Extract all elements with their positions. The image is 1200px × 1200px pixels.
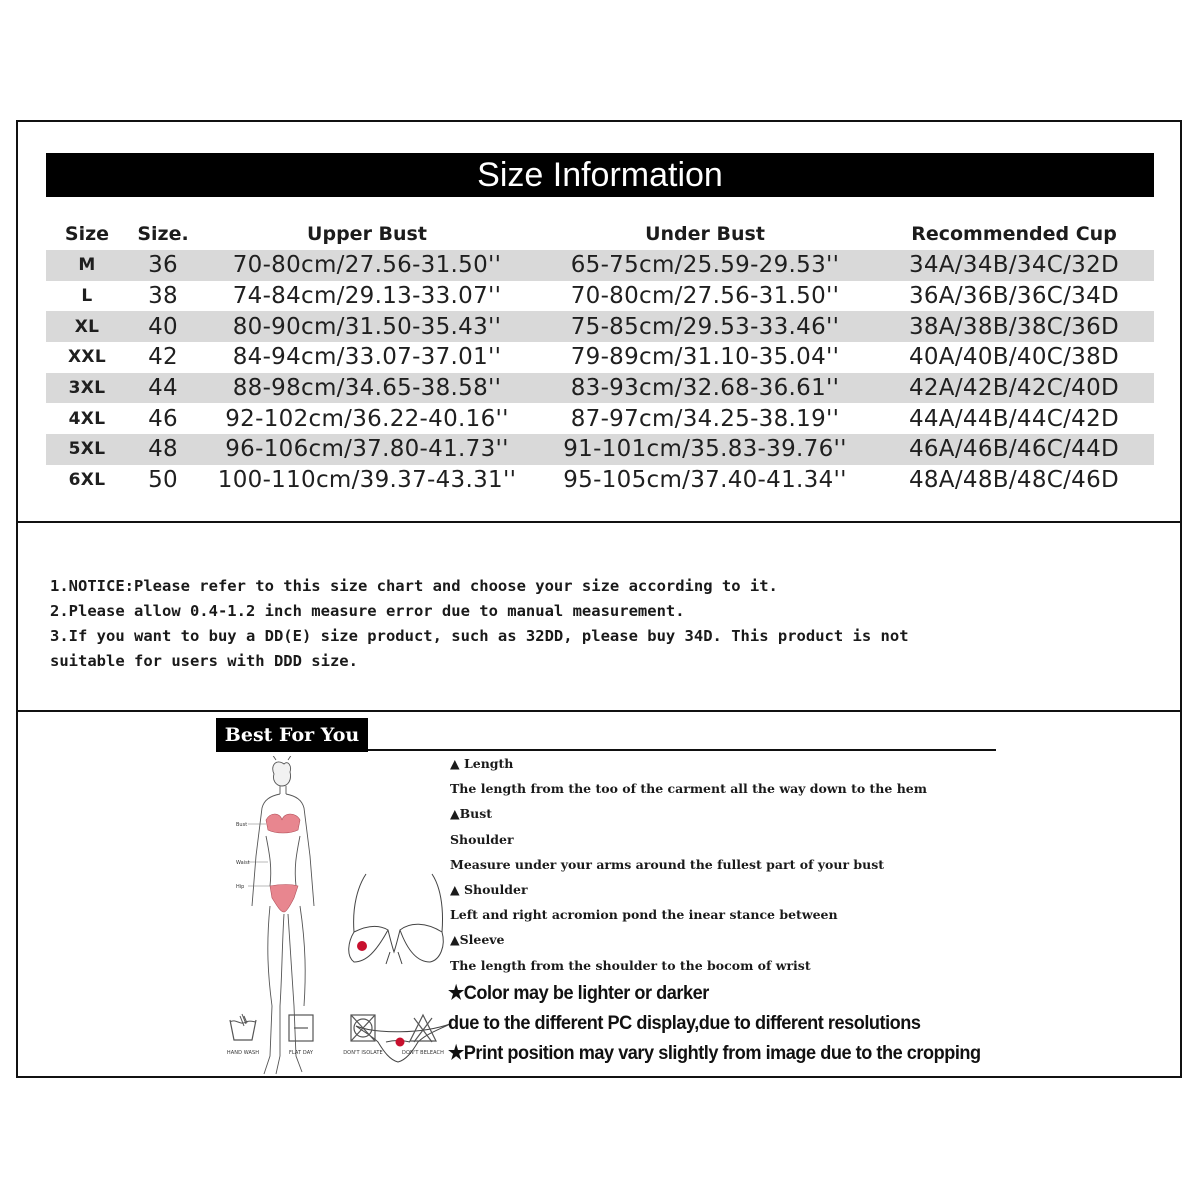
measure-line: Shoulder: [450, 831, 514, 847]
table-row: [46, 403, 1154, 434]
cell-size-number: 48: [128, 434, 198, 465]
cell-under-bust: 75-85cm/29.53-33.46'': [536, 311, 874, 342]
bikini-bottom-on-model: [270, 885, 298, 913]
notice-line: ★Print position may vary slightly from image due to the cropping: [448, 1042, 981, 1064]
header-upper-bust: Upper Bust: [307, 223, 427, 245]
table-row: [46, 281, 1154, 312]
cell-size-number: 42: [148, 344, 178, 371]
care-instructions: [214, 1012, 454, 1072]
cell-recommended-cup: 46A/46B/46C/44D: [874, 434, 1154, 465]
measure-line: The length from the too of the carment all the way down to the hem: [450, 781, 927, 797]
care-flat-dry: [272, 1012, 330, 1056]
do-not-tumble-icon: [346, 1012, 380, 1044]
note-line: suitable for users with DDD size.: [50, 652, 358, 670]
measure-line: ▲Bust: [450, 806, 493, 822]
cell-under-bust: 95-105cm/37.40-41.34'': [563, 467, 847, 494]
care-label: DON'T ISOLATE: [343, 1050, 383, 1056]
cell-upper-bust: 74-84cm/29.13-33.07'': [232, 283, 502, 310]
color-notices: [448, 978, 1188, 1068]
figure-label-waist: Waist: [236, 860, 250, 866]
cell-recommended-cup: 34A/34B/34C/32D: [874, 250, 1154, 281]
care-label: FLAT DAY: [288, 1050, 314, 1056]
notes-block: [50, 574, 1150, 674]
table-body: [46, 250, 1154, 496]
cell-size-number: 44: [128, 373, 198, 404]
cell-size-number: 36: [128, 250, 198, 281]
cell-size: XL: [46, 311, 128, 342]
table-header-row: [46, 218, 1154, 250]
notice-line: due to the different PC display,due to different resolutions: [448, 1012, 921, 1034]
cell-size: 4XL: [68, 408, 106, 429]
table-row: [46, 465, 1154, 496]
bikini-top-on-model: [266, 814, 300, 833]
measure-line: Left and right acromion pond the inear stance between: [450, 907, 838, 923]
size-chart-frame: [16, 120, 1182, 1078]
cell-size-number: 40: [128, 311, 198, 342]
cell-recommended-cup: 42A/42B/42C/40D: [874, 373, 1154, 404]
notice-line: ★Color may be lighter or darker: [448, 982, 709, 1004]
cell-under-bust: 79-89cm/31.10-35.04'': [570, 344, 840, 371]
measure-line: ▲ Length: [450, 756, 514, 771]
flat-dry-icon: [284, 1012, 318, 1044]
cell-upper-bust: 96-106cm/37.80-41.73'': [198, 434, 536, 465]
note-line: 1.NOTICE:Please refer to this size chart and choose your size according to it.: [50, 577, 778, 595]
cell-upper-bust: 100-110cm/39.37-43.31'': [217, 467, 517, 494]
care-label: DON'T BELEACH: [402, 1050, 444, 1056]
cell-recommended-cup: 48A/48B/48C/46D: [908, 467, 1120, 494]
cell-size: XXL: [68, 347, 106, 368]
cell-upper-bust: 70-80cm/27.56-31.50'': [198, 250, 536, 281]
cell-recommended-cup: 40A/40B/40C/38D: [908, 344, 1120, 371]
section-divider: [18, 521, 1180, 523]
cell-under-bust: 70-80cm/27.56-31.50'': [570, 283, 840, 310]
table-row: [46, 434, 1154, 465]
cell-recommended-cup: 44A/44B/44C/42D: [908, 405, 1120, 432]
size-table: [46, 218, 1154, 496]
hand-wash-icon: [226, 1012, 260, 1044]
note-line: 2.Please allow 0.4-1.2 inch measure error due to manual measurement.: [50, 602, 685, 620]
measure-line: The length from the shoulder to the bocom of wrist: [450, 957, 811, 973]
figure-label-hip: Hip: [236, 884, 245, 890]
header-size: Size: [64, 223, 110, 245]
cell-upper-bust: 84-94cm/33.07-37.01'': [232, 344, 502, 371]
table-row: [46, 342, 1154, 373]
bra-measure-dot: [357, 941, 367, 951]
cell-size-number: 38: [148, 283, 178, 310]
do-not-bleach-icon: [406, 1012, 440, 1044]
cell-size: 3XL: [46, 373, 128, 404]
header-under-bust: Under Bust: [645, 223, 765, 245]
cell-under-bust: 65-75cm/25.59-29.53'': [536, 250, 874, 281]
measurement-guide: [450, 751, 1170, 978]
section-divider: [18, 710, 1180, 712]
cell-under-bust: 87-97cm/34.25-38.19'': [570, 405, 840, 432]
table-row: [46, 250, 1154, 281]
cell-size-number: 46: [148, 405, 178, 432]
cell-size: 6XL: [68, 470, 106, 491]
cell-under-bust: 83-93cm/32.68-36.61'': [536, 373, 874, 404]
care-do-not-bleach: [394, 1012, 452, 1056]
figure-label-bust: Bust: [236, 822, 248, 828]
best-for-you-header: Best For You: [216, 718, 368, 752]
cell-size: 5XL: [46, 434, 128, 465]
care-hand-wash: [214, 1012, 272, 1056]
header-recommended-cup: Recommended Cup: [911, 223, 1117, 245]
cell-upper-bust: 92-102cm/36.22-40.16'': [225, 405, 509, 432]
care-do-not-iron: [334, 1012, 392, 1056]
measure-line: Measure under your arms around the fullest part of your bust: [450, 856, 885, 872]
cell-under-bust: 91-101cm/35.83-39.76'': [536, 434, 874, 465]
cell-size: M: [46, 250, 128, 281]
cell-recommended-cup: 38A/38B/38C/36D: [874, 311, 1154, 342]
cell-upper-bust: 80-90cm/31.50-35.43'': [198, 311, 536, 342]
measure-line: ▲ Shoulder: [450, 881, 528, 897]
cell-size-number: 50: [148, 467, 178, 494]
table-row: [46, 373, 1154, 404]
cell-recommended-cup: 36A/36B/36C/34D: [908, 283, 1120, 310]
care-label: HAND WASH: [226, 1050, 260, 1056]
table-row: [46, 311, 1154, 342]
note-line: 3.If you want to buy a DD(E) size product, such as 32DD, please buy 34D. This product is not: [50, 627, 909, 645]
cell-upper-bust: 88-98cm/34.65-38.58'': [198, 373, 536, 404]
size-information-title: Size Information: [46, 153, 1154, 197]
cell-size: L: [81, 286, 93, 307]
measure-line: ▲Sleeve: [450, 932, 505, 948]
header-size-number: Size.: [137, 223, 189, 245]
